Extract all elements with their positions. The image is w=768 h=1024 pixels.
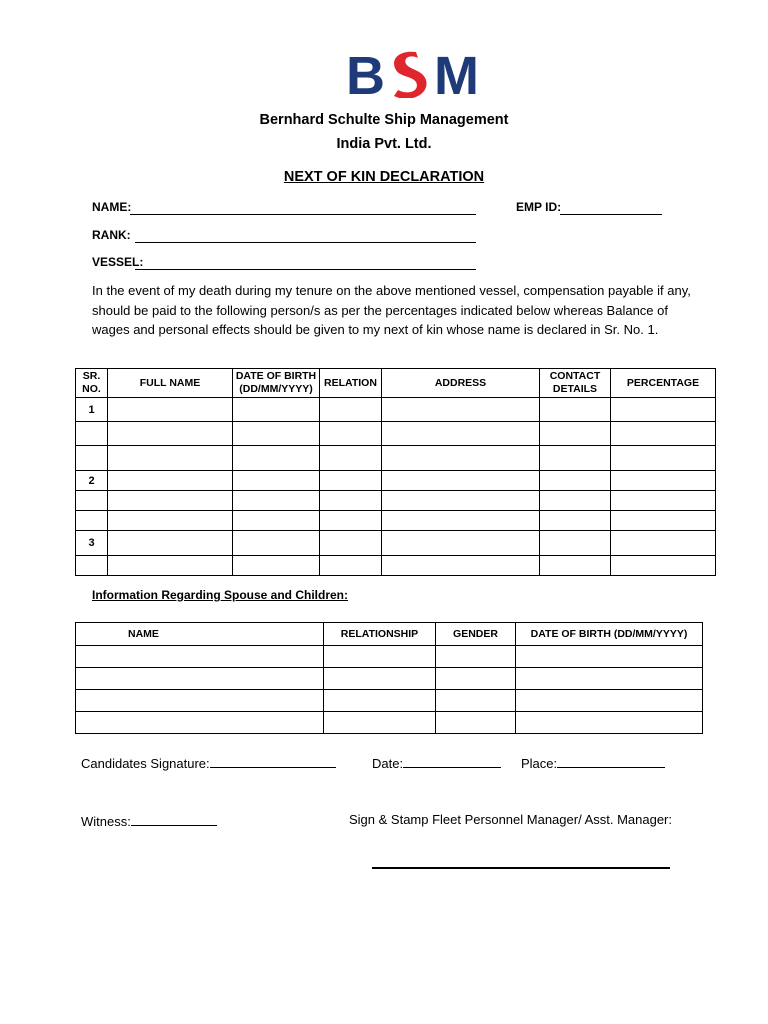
place-label: Place: [521, 756, 558, 771]
company-name-line2: India Pvt. Ltd. [336, 136, 432, 152]
header-contact-details: CONTACT DETAILS [540, 369, 611, 398]
row-number [76, 422, 108, 446]
table-cell[interactable] [76, 646, 324, 668]
table-cell[interactable] [108, 491, 233, 511]
table-cell[interactable] [233, 398, 320, 422]
table-cell[interactable] [320, 531, 382, 556]
table-cell[interactable] [320, 398, 382, 422]
place-entry [521, 754, 665, 771]
table-cell[interactable] [540, 531, 611, 556]
rank-label: RANK: [92, 228, 131, 242]
table-row [76, 690, 703, 712]
spouse-header-row [76, 623, 703, 646]
table-cell[interactable] [516, 646, 703, 668]
table-row [76, 668, 703, 690]
table-cell[interactable] [540, 446, 611, 471]
table-cell[interactable] [324, 668, 436, 690]
company-name-line1: Bernhard Schulte Ship Management [259, 112, 509, 128]
table-cell[interactable] [320, 491, 382, 511]
table-cell[interactable] [108, 511, 233, 531]
table-cell[interactable] [108, 556, 233, 576]
bsm-logo [346, 46, 494, 98]
header-relation: RELATION [320, 369, 382, 398]
table-cell[interactable] [540, 398, 611, 422]
rank-field[interactable] [135, 228, 476, 243]
table-cell[interactable] [436, 690, 516, 712]
place-field[interactable] [557, 754, 665, 768]
name-label: NAME: [92, 200, 132, 214]
row-number [76, 446, 108, 471]
table-cell[interactable] [233, 511, 320, 531]
table-cell[interactable] [382, 446, 540, 471]
table-cell[interactable] [76, 690, 324, 712]
table-cell[interactable] [611, 422, 716, 446]
table-cell[interactable] [436, 646, 516, 668]
table-row [76, 712, 703, 734]
svg-text:M: M [434, 46, 479, 98]
table-cell[interactable] [540, 511, 611, 531]
table-cell[interactable] [76, 712, 324, 734]
table-cell[interactable] [436, 668, 516, 690]
table-cell[interactable] [382, 471, 540, 491]
table-cell[interactable] [611, 556, 716, 576]
table-cell[interactable] [108, 446, 233, 471]
table-cell[interactable] [516, 668, 703, 690]
table-cell[interactable] [611, 471, 716, 491]
table-cell[interactable] [611, 398, 716, 422]
table-cell[interactable] [540, 422, 611, 446]
table-cell[interactable] [540, 556, 611, 576]
table-cell[interactable] [320, 446, 382, 471]
table-cell[interactable] [108, 422, 233, 446]
table-cell[interactable] [108, 398, 233, 422]
table-cell[interactable] [436, 712, 516, 734]
candidate-signature-field[interactable] [210, 754, 336, 768]
date-field[interactable] [403, 754, 501, 768]
table-cell[interactable] [324, 646, 436, 668]
table-cell[interactable] [611, 531, 716, 556]
date-entry [372, 754, 501, 771]
table-cell[interactable] [382, 398, 540, 422]
header-spouse-dob: DATE OF BIRTH (DD/MM/YYYY) [516, 623, 703, 646]
table-cell[interactable] [324, 712, 436, 734]
emp-id-field[interactable] [560, 200, 662, 215]
witness-field[interactable] [131, 812, 217, 826]
header-relationship: RELATIONSHIP [324, 623, 436, 646]
declaration-text: In the event of my death during my tenure on the above mentioned vessel, compensation payable if any, should be paid to the following person/s as per the percentages indicated below whereas Balance of wages and personal effects should be given to my next of kin whose name is declared in Sr. No. 1. [92, 283, 691, 337]
row-number: 3 [76, 531, 108, 556]
witness-entry [81, 812, 217, 829]
table-cell[interactable] [320, 471, 382, 491]
header-gender: GENDER [436, 623, 516, 646]
table-cell[interactable] [233, 491, 320, 511]
table-row [76, 531, 716, 556]
table-cell[interactable] [540, 471, 611, 491]
table-cell[interactable] [382, 556, 540, 576]
row-number [76, 511, 108, 531]
emp-id-label: EMP ID: [516, 200, 562, 214]
witness-label: Witness: [81, 814, 131, 829]
table-row [76, 471, 716, 491]
table-row [76, 422, 716, 446]
table-cell[interactable] [320, 422, 382, 446]
header-name: NAME [76, 623, 324, 646]
table-row [76, 511, 716, 531]
table-cell[interactable] [382, 531, 540, 556]
candidate-signature [81, 754, 336, 771]
vessel-field[interactable] [135, 255, 476, 270]
header-address: ADDRESS [382, 369, 540, 398]
table-cell[interactable] [233, 531, 320, 556]
table-row [76, 646, 703, 668]
table-cell[interactable] [516, 712, 703, 734]
date-label: Date: [372, 756, 404, 771]
table-cell[interactable] [516, 690, 703, 712]
spouse-children-table [75, 622, 703, 734]
header-date-of-birth: DATE OF BIRTH (DD/MM/YYYY) [233, 369, 320, 398]
table-row [76, 446, 716, 471]
table-cell[interactable] [382, 491, 540, 511]
table-cell[interactable] [611, 511, 716, 531]
header-full-name: FULL NAME [108, 369, 233, 398]
next-of-kin-table [75, 368, 716, 576]
table-cell[interactable] [233, 422, 320, 446]
vessel-label: VESSEL: [92, 255, 144, 269]
table-cell[interactable] [540, 491, 611, 511]
table-row [76, 556, 716, 576]
table-cell[interactable] [611, 446, 716, 471]
table-cell[interactable] [233, 556, 320, 576]
table-row [76, 491, 716, 511]
stamp-signature-line[interactable] [372, 867, 670, 869]
table-cell[interactable] [324, 690, 436, 712]
header-percentage: PERCENTAGE [611, 369, 716, 398]
table-row [76, 398, 716, 422]
table-cell[interactable] [233, 471, 320, 491]
table-cell[interactable] [382, 511, 540, 531]
row-number: 2 [76, 471, 108, 491]
table-cell[interactable] [76, 668, 324, 690]
form-title: NEXT OF KIN DECLARATION [283, 169, 485, 185]
table-cell[interactable] [233, 446, 320, 471]
header-sr-no: SR. NO. [76, 369, 108, 398]
row-number [76, 491, 108, 511]
spouse-section-heading: Information Regarding Spouse and Children: [92, 588, 349, 602]
table-cell[interactable] [611, 491, 716, 511]
row-number: 1 [76, 398, 108, 422]
name-field[interactable] [130, 200, 476, 215]
table-cell[interactable] [382, 422, 540, 446]
table-cell[interactable] [320, 556, 382, 576]
table-cell[interactable] [108, 471, 233, 491]
stamp-label: Sign & Stamp Fleet Personnel Manager/ Asst. Manager: [349, 812, 673, 827]
candidate-signature-label: Candidates Signature: [81, 756, 210, 771]
table-cell[interactable] [108, 531, 233, 556]
row-number [76, 556, 108, 576]
kin-header-row [76, 369, 716, 398]
table-cell[interactable] [320, 511, 382, 531]
svg-text:B: B [346, 46, 385, 98]
